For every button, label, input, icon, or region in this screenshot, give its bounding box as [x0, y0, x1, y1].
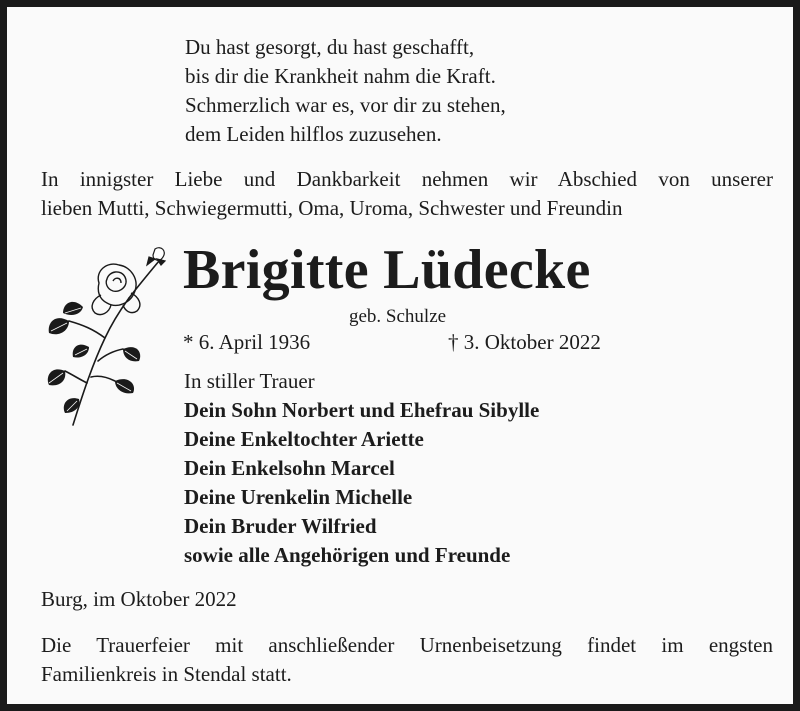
- intro-line: lieben Mutti, Schwiegermutti, Oma, Uroma, Schwester und Freundin: [41, 196, 623, 220]
- mourner-entry: Dein Enkelsohn Marcel: [184, 456, 395, 480]
- intro-line: In innigster Liebe und Dankbarkeit nehmen wir Abschied von unserer: [41, 167, 773, 191]
- mourner-entry: Dein Sohn Norbert und Ehefrau Sibylle: [184, 398, 540, 422]
- poem-line: Du hast gesorgt, du hast geschafft,: [185, 35, 475, 59]
- funeral-notice-line: Die Trauerfeier mit anschließender Urnenbeisetzung findet im engsten: [41, 633, 773, 657]
- mourning-heading: In stiller Trauer: [184, 369, 315, 393]
- death-date: † 3. Oktober 2022: [448, 330, 601, 354]
- funeral-notice: [41, 631, 773, 689]
- mourner-entry: Deine Urenkelin Michelle: [184, 485, 413, 509]
- intro-text: [41, 165, 773, 223]
- birth-date: * 6. April 1936: [183, 330, 311, 354]
- maiden-name: geb. Schulze: [349, 306, 447, 327]
- mourner-entry: Deine Enkeltochter Ariette: [184, 427, 424, 451]
- funeral-notice-line: Familienkreis in Stendal statt.: [41, 662, 292, 686]
- deceased-name: Brigitte Lüdecke: [183, 239, 591, 301]
- poem-line: Schmerzlich war es, vor dir zu stehen,: [185, 93, 506, 117]
- mourners-list: [184, 367, 539, 570]
- poem-line: bis dir die Krankheit nahm die Kraft.: [185, 64, 496, 88]
- poem-line: dem Leiden hilflos zuzusehen.: [185, 122, 442, 146]
- place-and-date: Burg, im Oktober 2022: [41, 587, 237, 611]
- poem: [185, 33, 506, 149]
- mourner-entry: Dein Bruder Wilfried: [184, 514, 377, 538]
- rose-icon: [43, 243, 173, 433]
- mourner-entry: sowie alle Angehörigen und Freunde: [184, 543, 511, 567]
